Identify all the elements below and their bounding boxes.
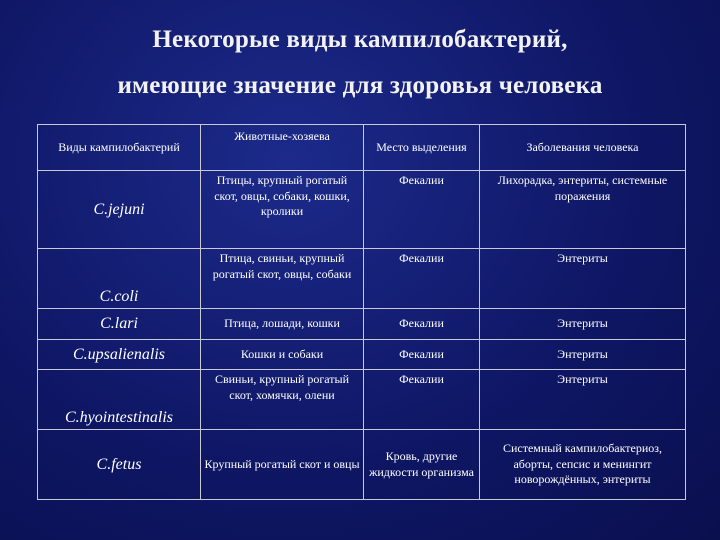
table-row	[38, 309, 686, 340]
hosts-cell: Крупный рогатый скот и овцы	[201, 430, 364, 500]
disease-cell: Энтериты	[480, 309, 686, 340]
hosts-cell: Свиньи, крупный рогатый скот, хомячки, олени	[201, 370, 364, 430]
header-disease: Заболевания человека	[480, 125, 686, 171]
disease-cell: Энтериты	[480, 340, 686, 370]
species-cell: C.lari	[38, 309, 201, 340]
site-cell: Фекалии	[364, 249, 480, 309]
table-row	[38, 370, 686, 430]
header-hosts: Животные-хозяева	[201, 125, 364, 171]
header-species: Виды кампилобактерий	[38, 125, 201, 171]
hosts-cell: Птицы, крупный рогатый скот, овцы, собаки, кошки, кролики	[201, 171, 364, 249]
species-cell: C.upsalienalis	[38, 340, 201, 370]
site-cell: Фекалии	[364, 340, 480, 370]
table-header-row	[38, 125, 686, 171]
table-row	[38, 249, 686, 309]
hosts-cell: Птица, лошади, кошки	[201, 309, 364, 340]
species-cell: C.hyointestinalis	[38, 370, 201, 430]
disease-cell: Системный кампилобактериоз, аборты, сепсис и менингит новорождённых, энтериты	[480, 430, 686, 500]
hosts-cell: Птица, свиньи, крупный рогатый скот, овцы, собаки	[201, 249, 364, 309]
site-cell: Кровь, другие жидкости организма	[364, 430, 480, 500]
disease-cell: Энтериты	[480, 249, 686, 309]
site-cell: Фекалии	[364, 370, 480, 430]
disease-cell: Лихорадка, энтериты, системные поражения	[480, 171, 686, 249]
hosts-cell: Кошки и собаки	[201, 340, 364, 370]
species-cell: C.fetus	[38, 430, 201, 500]
campylobacter-table	[37, 124, 686, 500]
header-site: Место выделения	[364, 125, 480, 171]
species-cell: C.jejuni	[38, 171, 201, 249]
table-row	[38, 340, 686, 370]
slide-title-line-2: имеющие значение для здоровья человека	[117, 72, 603, 99]
site-cell: Фекалии	[364, 309, 480, 340]
site-cell: Фекалии	[364, 171, 480, 249]
disease-cell: Энтериты	[480, 370, 686, 430]
table-row	[38, 171, 686, 249]
species-cell: C.coli	[38, 249, 201, 309]
table-row	[38, 430, 686, 500]
slide-title-line-1: Некоторые виды кампилобактерий,	[152, 26, 568, 53]
